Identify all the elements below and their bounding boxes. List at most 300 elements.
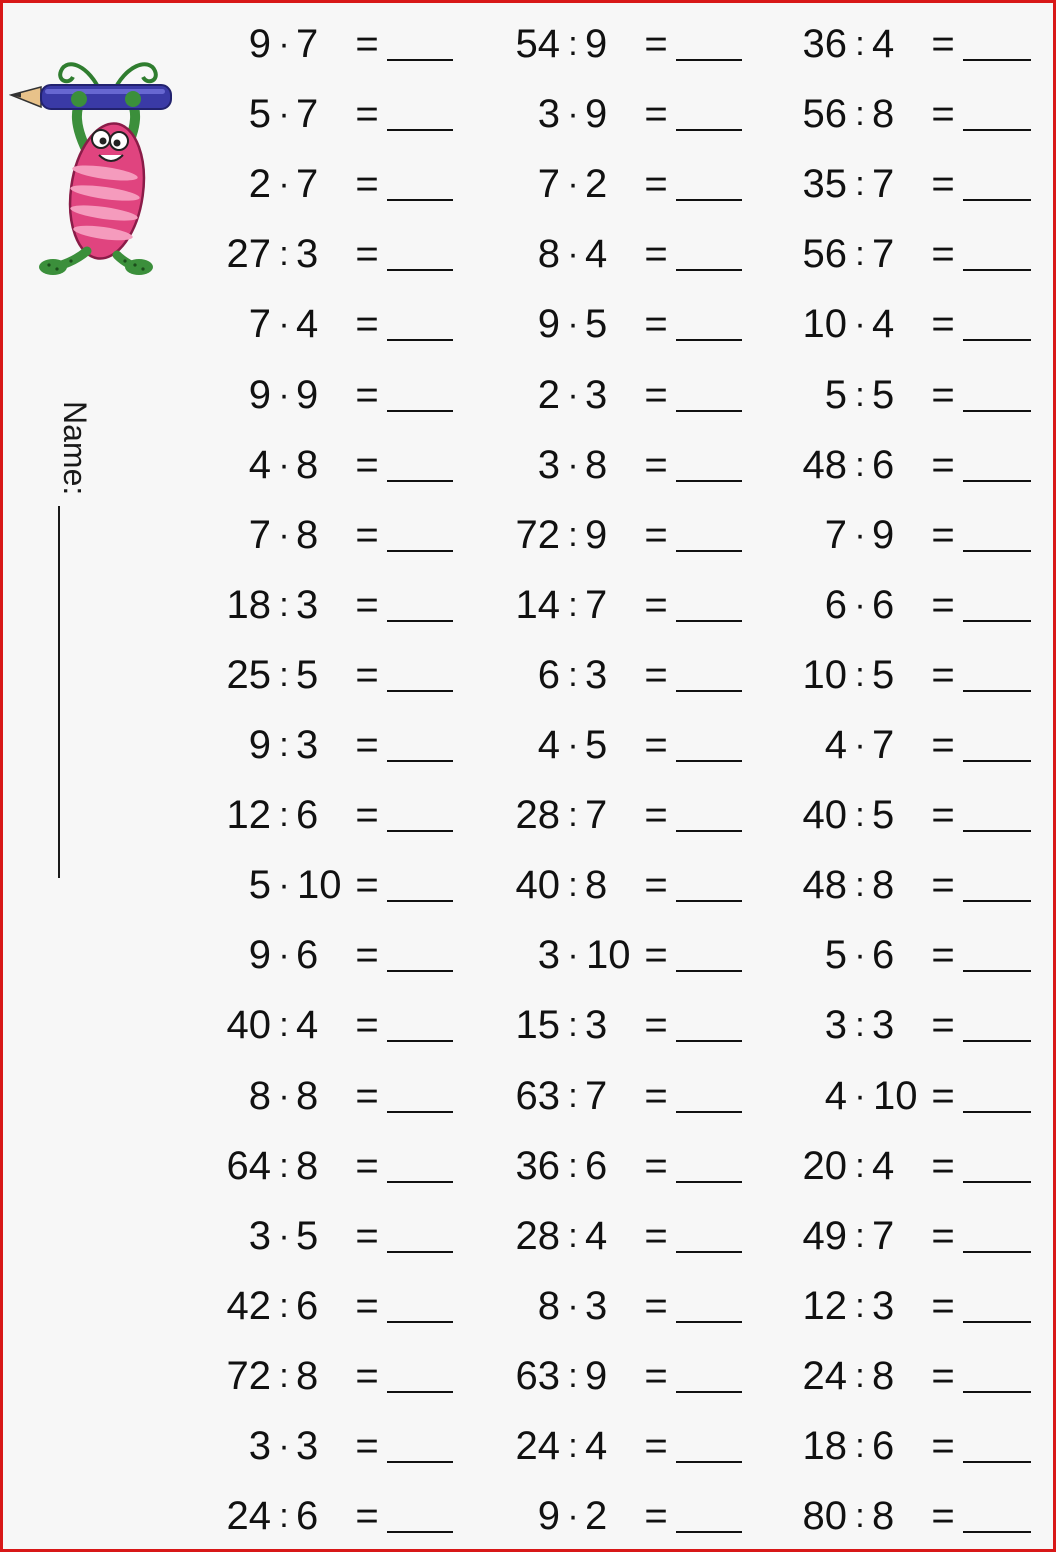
- answer-blank[interactable]: [963, 339, 1031, 341]
- exercise-row: [221, 640, 461, 710]
- exercise-row: [221, 360, 461, 430]
- exercise-row: [797, 430, 1037, 500]
- divide-sign: :: [279, 1006, 289, 1045]
- operand-right: 3: [585, 652, 608, 697]
- operand-right: 6: [296, 1283, 319, 1328]
- answer-blank[interactable]: [963, 1391, 1031, 1393]
- answer-blank[interactable]: [387, 1251, 453, 1253]
- operand-right: 6: [872, 1424, 895, 1468]
- operand-right: 7: [585, 582, 608, 627]
- divide-sign: :: [568, 1356, 578, 1395]
- answer-blank[interactable]: [387, 1181, 453, 1183]
- divide-sign: :: [855, 1286, 865, 1325]
- exercise-row: [221, 79, 461, 149]
- equals-sign: =: [355, 1003, 379, 1048]
- multiply-sign: ·: [854, 585, 866, 624]
- operand-left: 40: [515, 863, 560, 908]
- multiply-sign: ·: [278, 305, 290, 344]
- divide-sign: :: [855, 1216, 865, 1255]
- multiply-sign: ·: [278, 95, 290, 134]
- operand-left: 28: [515, 1213, 560, 1258]
- answer-blank[interactable]: [676, 830, 742, 832]
- divide-sign: :: [855, 866, 865, 905]
- answer-blank[interactable]: [963, 1531, 1031, 1533]
- operand-right: 4: [585, 232, 608, 277]
- equals-sign: =: [931, 512, 955, 557]
- multiply-sign: ·: [278, 1216, 290, 1255]
- operand-left: 54: [515, 22, 560, 66]
- operand-left: 7: [537, 162, 560, 207]
- equals-sign: =: [931, 793, 955, 838]
- multiply-sign: ·: [278, 165, 290, 204]
- operand-left: 56: [802, 92, 847, 137]
- operand-left: 3: [248, 1213, 271, 1258]
- divide-sign: :: [568, 1006, 578, 1045]
- answer-blank[interactable]: [676, 1321, 742, 1323]
- equals-sign: =: [355, 582, 379, 627]
- exercise-row: [797, 149, 1037, 219]
- operand-left: 9: [537, 1494, 560, 1539]
- answer-blank[interactable]: [676, 1181, 742, 1183]
- answer-blank[interactable]: [963, 1321, 1031, 1323]
- operand-left: 25: [226, 652, 271, 697]
- equals-sign: =: [644, 652, 668, 697]
- exercise-row: [797, 289, 1037, 359]
- equals-sign: =: [931, 442, 955, 487]
- operand-left: 10: [802, 302, 847, 347]
- multiply-sign: ·: [567, 1497, 579, 1536]
- divide-sign: :: [855, 655, 865, 694]
- equals-sign: =: [355, 372, 379, 417]
- exercise-row: [510, 79, 750, 149]
- exercise-row: [510, 780, 750, 850]
- answer-blank[interactable]: [387, 1531, 453, 1533]
- equals-sign: =: [355, 1213, 379, 1258]
- operand-left: 15: [515, 1003, 560, 1048]
- equals-sign: =: [644, 442, 668, 487]
- exercise-row: [510, 289, 750, 359]
- answer-blank[interactable]: [676, 339, 742, 341]
- operand-right: 7: [585, 1073, 608, 1118]
- answer-blank[interactable]: [676, 480, 742, 482]
- operand-right: 2: [585, 162, 608, 207]
- answer-blank[interactable]: [963, 480, 1031, 482]
- exercise-row: [797, 1341, 1037, 1411]
- answer-blank[interactable]: [387, 129, 453, 131]
- answer-blank[interactable]: [387, 269, 453, 271]
- answer-blank[interactable]: [387, 1391, 453, 1393]
- equals-sign: =: [931, 22, 955, 66]
- multiply-sign: ·: [854, 1076, 866, 1115]
- answer-blank[interactable]: [676, 269, 742, 271]
- answer-blank[interactable]: [963, 1181, 1031, 1183]
- answer-blank[interactable]: [387, 1111, 453, 1113]
- operand-left: 24: [802, 1353, 847, 1398]
- operand-left: 56: [802, 232, 847, 277]
- equals-sign: =: [355, 1353, 379, 1398]
- equals-sign: =: [355, 723, 379, 767]
- operand-right: 5: [585, 723, 608, 767]
- multiply-sign: ·: [278, 25, 290, 63]
- operand-left: 7: [824, 512, 847, 557]
- answer-blank[interactable]: [963, 129, 1031, 131]
- operand-right: 2: [585, 1494, 608, 1539]
- answer-blank[interactable]: [676, 900, 742, 902]
- operand-right: 5: [872, 372, 895, 417]
- exercise-row: [797, 360, 1037, 430]
- answer-blank[interactable]: [387, 1040, 453, 1042]
- answer-blank[interactable]: [676, 410, 742, 412]
- answer-blank[interactable]: [387, 59, 453, 61]
- exercise-row: [221, 850, 461, 920]
- operand-right: 4: [585, 1213, 608, 1258]
- operand-left: 9: [537, 302, 560, 347]
- operand-right: 5: [296, 652, 319, 697]
- operand-right: 8: [296, 1353, 319, 1398]
- answer-blank[interactable]: [387, 410, 453, 412]
- operand-left: 35: [802, 162, 847, 207]
- exercise-row: [221, 1481, 461, 1551]
- operand-left: 24: [226, 1494, 271, 1539]
- operand-left: 5: [248, 863, 271, 908]
- operand-left: 49: [802, 1213, 847, 1258]
- operand-right: 3: [296, 232, 319, 277]
- answer-blank[interactable]: [676, 1461, 742, 1463]
- operand-right: 8: [296, 1143, 319, 1188]
- answer-blank[interactable]: [963, 550, 1031, 552]
- operand-right: 8: [296, 512, 319, 557]
- answer-blank[interactable]: [387, 690, 453, 692]
- operand-left: 28: [515, 793, 560, 838]
- answer-blank[interactable]: [963, 690, 1031, 692]
- answer-blank[interactable]: [676, 760, 742, 762]
- exercise-row: [510, 149, 750, 219]
- answer-blank[interactable]: [963, 1040, 1031, 1042]
- equals-sign: =: [644, 1143, 668, 1188]
- name-write-line[interactable]: [58, 506, 60, 878]
- exercise-row: [221, 1131, 461, 1201]
- multiply-sign: ·: [567, 95, 579, 134]
- equals-sign: =: [355, 92, 379, 137]
- operand-right: 4: [585, 1424, 608, 1468]
- divide-sign: :: [279, 235, 289, 274]
- answer-blank[interactable]: [963, 900, 1031, 902]
- divide-sign: :: [855, 1146, 865, 1185]
- divide-sign: :: [279, 1286, 289, 1325]
- answer-blank[interactable]: [676, 970, 742, 972]
- answer-blank[interactable]: [963, 1111, 1031, 1113]
- operand-left: 40: [802, 793, 847, 838]
- multiply-sign: ·: [567, 165, 579, 204]
- equals-sign: =: [644, 933, 668, 978]
- answer-blank[interactable]: [676, 1391, 742, 1393]
- operand-right: 7: [296, 92, 319, 137]
- exercise-row: [510, 1411, 750, 1481]
- exercise-row: [797, 1411, 1037, 1481]
- operand-right: 9: [296, 372, 319, 417]
- equals-sign: =: [355, 512, 379, 557]
- multiply-sign: ·: [854, 515, 866, 554]
- equals-sign: =: [355, 863, 379, 908]
- equals-sign: =: [355, 162, 379, 207]
- divide-sign: :: [855, 25, 865, 63]
- operand-right: 7: [872, 232, 895, 277]
- equals-sign: =: [644, 372, 668, 417]
- answer-blank[interactable]: [963, 269, 1031, 271]
- exercise-row: [797, 79, 1037, 149]
- operand-left: 3: [248, 1424, 271, 1468]
- multiply-sign: ·: [567, 235, 579, 274]
- multiply-sign: ·: [278, 375, 290, 414]
- equals-sign: =: [355, 22, 379, 66]
- operand-right: 6: [296, 793, 319, 838]
- operand-left: 42: [226, 1283, 271, 1328]
- operand-left: 48: [802, 442, 847, 487]
- answer-blank[interactable]: [676, 129, 742, 131]
- answer-blank[interactable]: [963, 1251, 1031, 1253]
- operand-right: 8: [296, 1073, 319, 1118]
- operand-left: 3: [824, 1003, 847, 1048]
- operand-right: 7: [872, 1213, 895, 1258]
- operand-right: 9: [585, 1353, 608, 1398]
- operand-left: 7: [248, 512, 271, 557]
- answer-blank[interactable]: [387, 900, 453, 902]
- operand-right: 6: [872, 442, 895, 487]
- operand-left: 18: [802, 1424, 847, 1468]
- pencil-bug-mascot-illustration: [9, 55, 177, 277]
- equals-sign: =: [931, 1283, 955, 1328]
- equals-sign: =: [355, 1494, 379, 1539]
- equals-sign: =: [931, 1003, 955, 1048]
- answer-blank[interactable]: [676, 1040, 742, 1042]
- operand-left: 20: [802, 1143, 847, 1188]
- equals-sign: =: [355, 1424, 379, 1468]
- answer-blank[interactable]: [963, 1461, 1031, 1463]
- answer-blank[interactable]: [387, 620, 453, 622]
- equals-sign: =: [931, 1073, 955, 1118]
- equals-sign: =: [931, 1494, 955, 1539]
- operand-left: 8: [537, 232, 560, 277]
- equals-sign: =: [644, 512, 668, 557]
- answer-blank[interactable]: [676, 59, 742, 61]
- divide-sign: :: [279, 585, 289, 624]
- divide-sign: :: [568, 585, 578, 624]
- divide-sign: :: [568, 655, 578, 694]
- answer-blank[interactable]: [387, 1461, 453, 1463]
- exercise-row: [510, 360, 750, 430]
- answer-blank[interactable]: [387, 480, 453, 482]
- operand-left: 5: [824, 933, 847, 978]
- exercise-row: [510, 500, 750, 570]
- answer-blank[interactable]: [387, 970, 453, 972]
- operand-right: 3: [296, 723, 319, 767]
- operand-left: 63: [515, 1353, 560, 1398]
- operand-right: 5: [585, 302, 608, 347]
- operand-right: 8: [585, 442, 608, 487]
- operand-left: 5: [248, 92, 271, 137]
- answer-blank[interactable]: [963, 59, 1031, 61]
- exercise-row: [221, 1271, 461, 1341]
- equals-sign: =: [644, 92, 668, 137]
- operand-left: 6: [537, 652, 560, 697]
- exercise-row: [797, 500, 1037, 570]
- exercise-row: [510, 1061, 750, 1131]
- operand-right: 3: [585, 1003, 608, 1048]
- exercise-row: [221, 990, 461, 1060]
- exercise-row: [797, 850, 1037, 920]
- operand-left: 40: [226, 1003, 271, 1048]
- answer-blank[interactable]: [387, 830, 453, 832]
- operand-right: 4: [296, 1003, 319, 1048]
- exercise-row: [221, 9, 461, 79]
- equals-sign: =: [644, 162, 668, 207]
- operand-right: 10: [586, 933, 631, 978]
- equals-sign: =: [355, 442, 379, 487]
- exercise-row: [221, 500, 461, 570]
- answer-blank[interactable]: [676, 199, 742, 201]
- operand-right: 3: [585, 1283, 608, 1328]
- operand-left: 64: [226, 1143, 271, 1188]
- equals-sign: =: [931, 302, 955, 347]
- exercise-row: [221, 710, 461, 780]
- operand-right: 10: [297, 863, 342, 908]
- operand-right: 6: [872, 933, 895, 978]
- operand-left: 2: [537, 372, 560, 417]
- exercise-row: [797, 640, 1037, 710]
- equals-sign: =: [644, 302, 668, 347]
- divide-sign: :: [855, 95, 865, 134]
- answer-blank[interactable]: [963, 970, 1031, 972]
- exercise-row: [221, 149, 461, 219]
- exercise-row: [797, 1061, 1037, 1131]
- exercise-row: [510, 9, 750, 79]
- answer-blank[interactable]: [387, 1321, 453, 1323]
- answer-blank[interactable]: [676, 1251, 742, 1253]
- operand-left: 12: [802, 1283, 847, 1328]
- operand-left: 10: [802, 652, 847, 697]
- equals-sign: =: [355, 793, 379, 838]
- operand-left: 80: [802, 1494, 847, 1539]
- operand-left: 18: [226, 582, 271, 627]
- operand-left: 24: [515, 1424, 560, 1468]
- equals-sign: =: [644, 1283, 668, 1328]
- equals-sign: =: [355, 1283, 379, 1328]
- operand-left: 9: [248, 372, 271, 417]
- answer-blank[interactable]: [963, 830, 1031, 832]
- operand-right: 4: [296, 302, 319, 347]
- equals-sign: =: [931, 1213, 955, 1258]
- operand-right: 5: [872, 793, 895, 838]
- exercise-row: [510, 570, 750, 640]
- equals-sign: =: [931, 1424, 955, 1468]
- operand-right: 8: [296, 442, 319, 487]
- answer-blank[interactable]: [963, 199, 1031, 201]
- exercise-row: [797, 780, 1037, 850]
- operand-left: 36: [515, 1143, 560, 1188]
- operand-right: 7: [296, 22, 319, 66]
- equals-sign: =: [644, 22, 668, 66]
- answer-blank[interactable]: [676, 1531, 742, 1533]
- divide-sign: :: [855, 1356, 865, 1395]
- exercise-row: [221, 289, 461, 359]
- exercise-row: [797, 1271, 1037, 1341]
- exercise-row: [221, 1061, 461, 1131]
- exercise-row: [510, 710, 750, 780]
- operand-right: 6: [296, 933, 319, 978]
- answer-blank[interactable]: [676, 550, 742, 552]
- exercise-row: [221, 1341, 461, 1411]
- exercise-row: [510, 1131, 750, 1201]
- divide-sign: :: [279, 726, 289, 764]
- operand-right: 4: [872, 1143, 895, 1188]
- exercise-row: [221, 780, 461, 850]
- answer-blank[interactable]: [676, 620, 742, 622]
- answer-blank[interactable]: [676, 1111, 742, 1113]
- multiply-sign: ·: [278, 866, 290, 905]
- equals-sign: =: [644, 793, 668, 838]
- equals-sign: =: [644, 232, 668, 277]
- multiply-sign: ·: [567, 936, 579, 975]
- exercise-row: [797, 570, 1037, 640]
- operand-left: 12: [226, 793, 271, 838]
- operand-left: 63: [515, 1073, 560, 1118]
- multiply-sign: ·: [854, 726, 866, 764]
- operand-right: 5: [872, 652, 895, 697]
- operand-left: 8: [248, 1073, 271, 1118]
- name-field: [31, 398, 91, 878]
- multiply-sign: ·: [278, 1427, 290, 1465]
- answer-blank[interactable]: [387, 339, 453, 341]
- divide-sign: :: [855, 235, 865, 274]
- answer-blank[interactable]: [963, 410, 1031, 412]
- operand-left: 9: [248, 22, 271, 66]
- exercise-row: [221, 920, 461, 990]
- equals-sign: =: [931, 582, 955, 627]
- divide-sign: :: [855, 375, 865, 414]
- operand-right: 9: [872, 512, 895, 557]
- operand-right: 10: [873, 1073, 918, 1118]
- answer-blank[interactable]: [387, 550, 453, 552]
- divide-sign: :: [855, 445, 865, 484]
- operand-right: 9: [585, 22, 608, 66]
- operand-right: 3: [585, 372, 608, 417]
- divide-sign: :: [568, 866, 578, 905]
- divide-sign: :: [568, 1427, 578, 1465]
- exercise-row: [221, 1201, 461, 1271]
- answer-blank[interactable]: [963, 760, 1031, 762]
- operand-right: 4: [872, 302, 895, 347]
- equals-sign: =: [644, 1424, 668, 1468]
- multiply-sign: ·: [854, 305, 866, 344]
- equals-sign: =: [931, 372, 955, 417]
- equals-sign: =: [355, 232, 379, 277]
- operand-left: 48: [802, 863, 847, 908]
- answer-blank[interactable]: [387, 199, 453, 201]
- answer-blank[interactable]: [963, 620, 1031, 622]
- operand-right: 6: [296, 1494, 319, 1539]
- multiply-sign: ·: [278, 445, 290, 484]
- exercise-row: [221, 219, 461, 289]
- equals-sign: =: [931, 863, 955, 908]
- divide-sign: :: [279, 1497, 289, 1536]
- divide-sign: :: [855, 796, 865, 835]
- answer-blank[interactable]: [676, 690, 742, 692]
- operand-left: 9: [248, 723, 271, 767]
- exercise-row: [510, 850, 750, 920]
- operand-right: 8: [872, 1494, 895, 1539]
- equals-sign: =: [355, 652, 379, 697]
- answer-blank[interactable]: [387, 760, 453, 762]
